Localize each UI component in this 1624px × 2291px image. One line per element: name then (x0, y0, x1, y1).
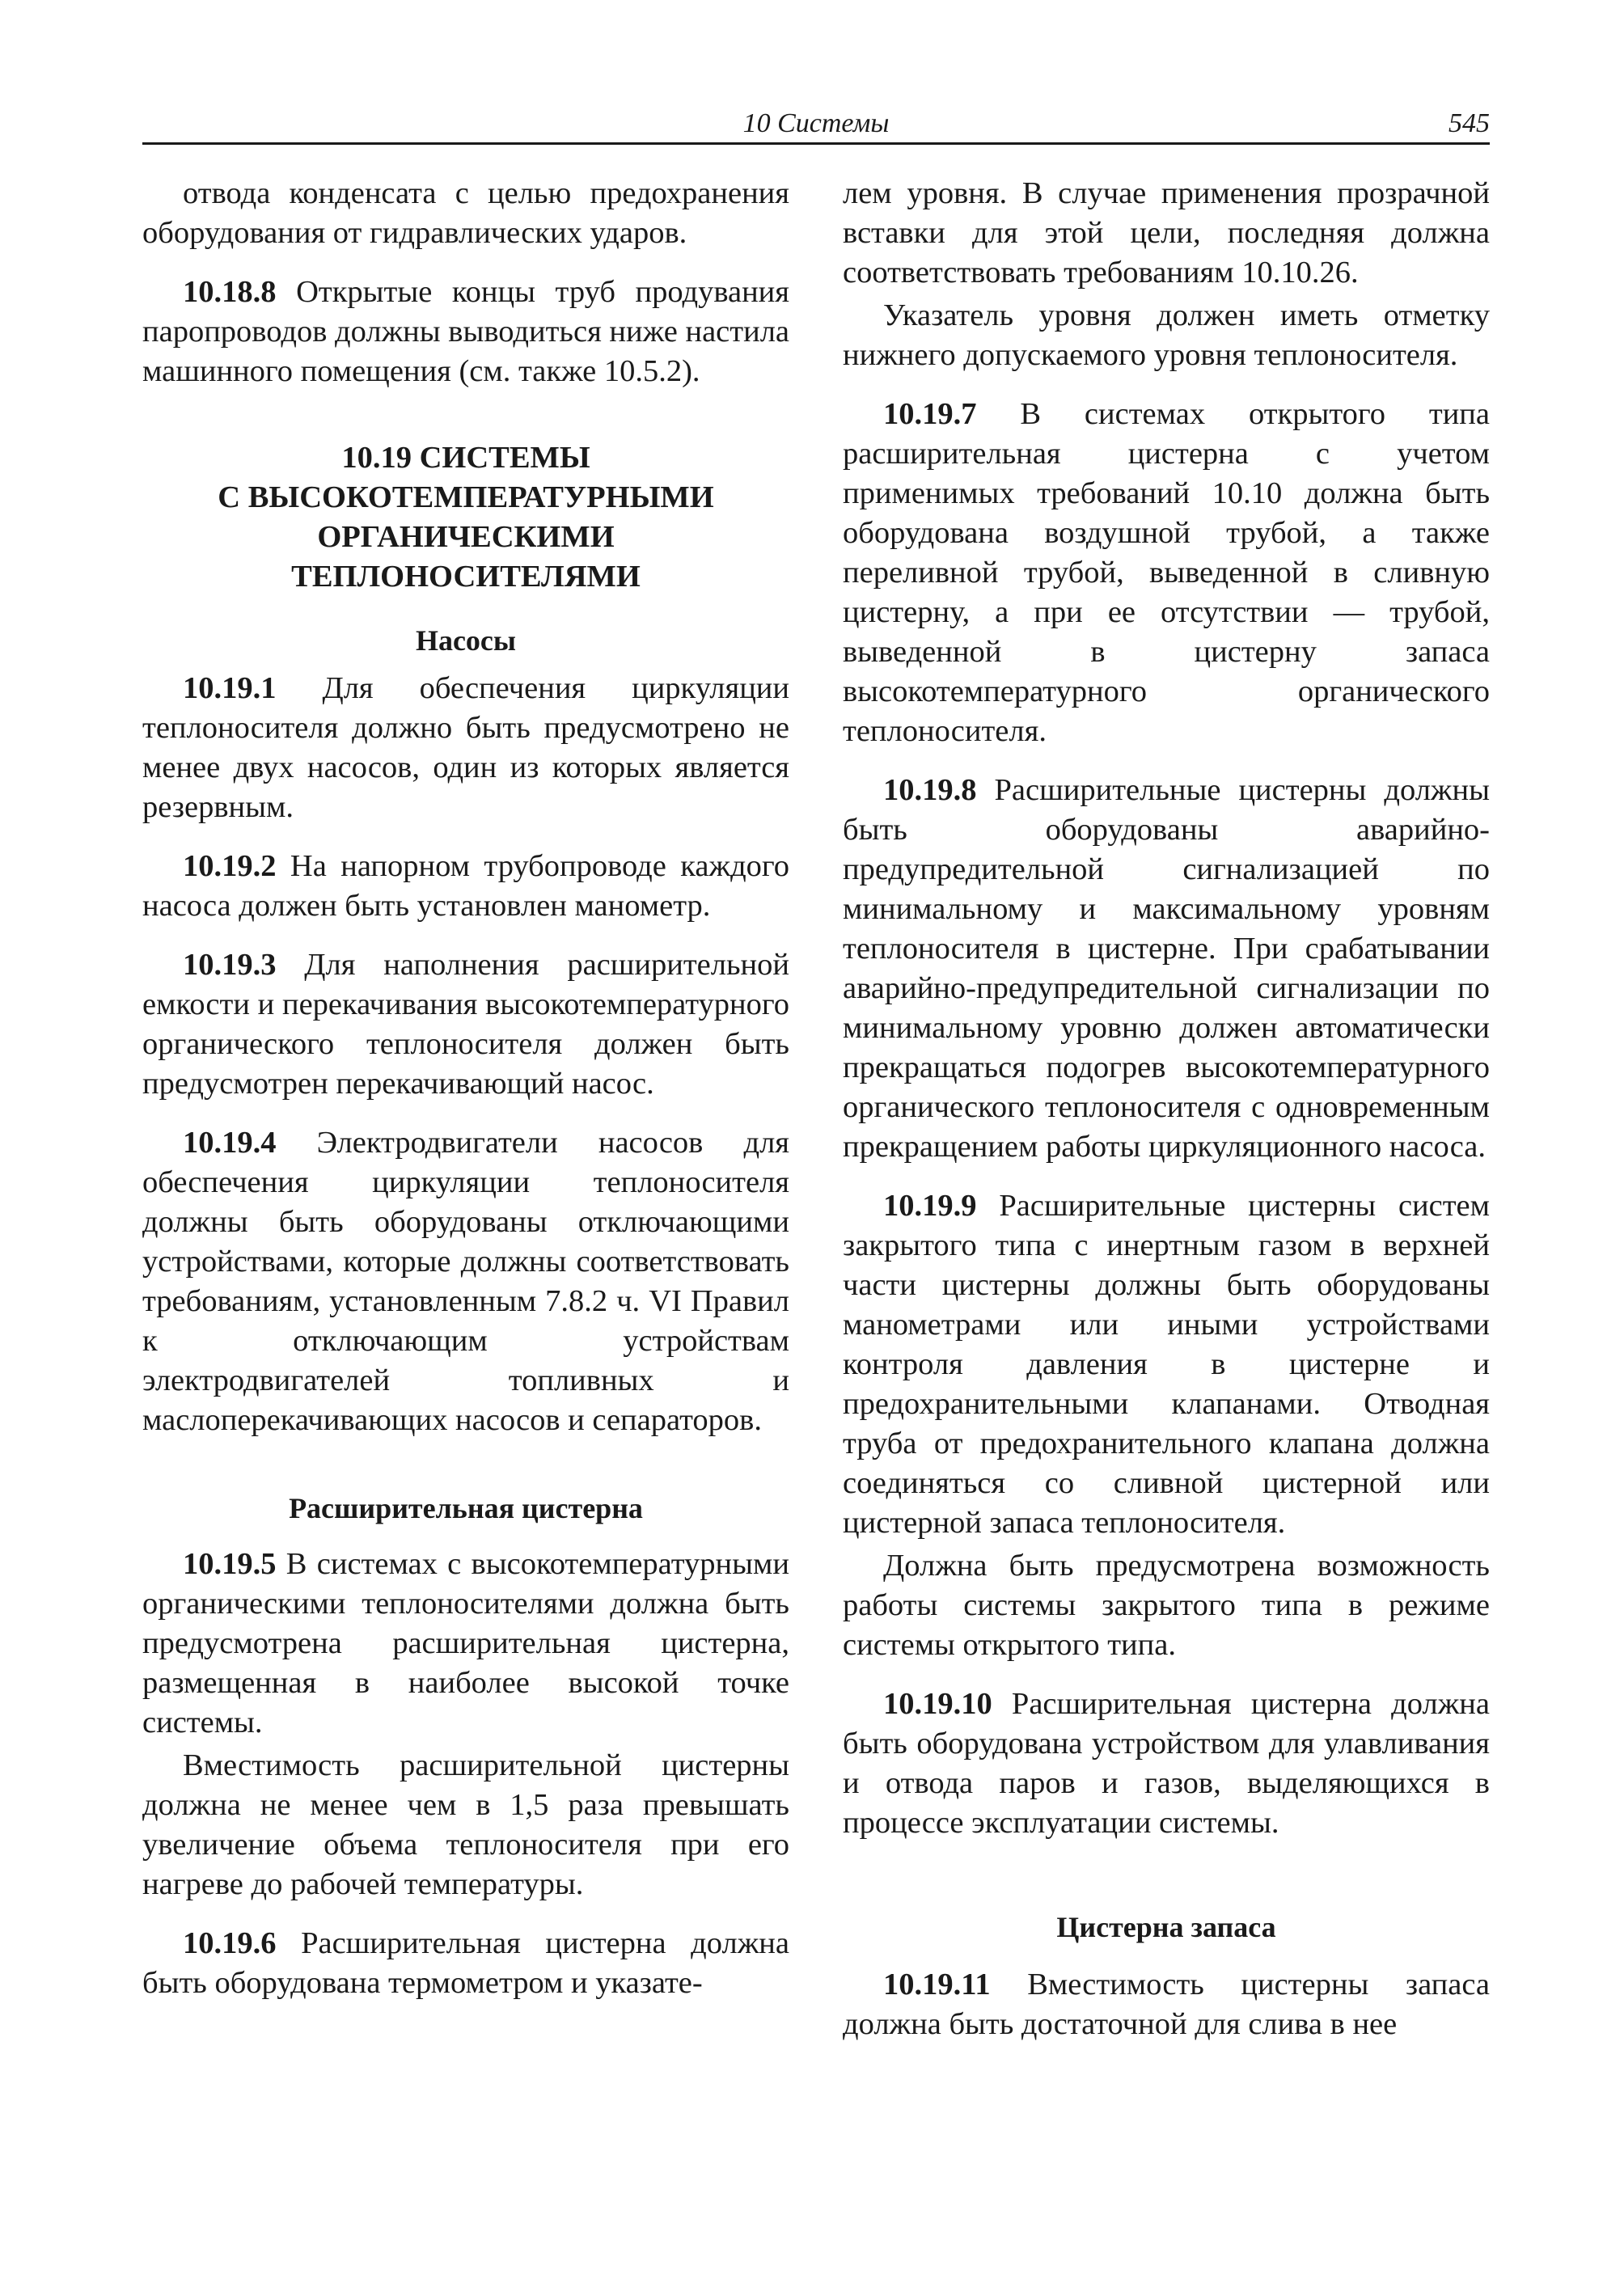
section-title-line: ТЕПЛОНОСИТЕЛЯМИ (291, 560, 641, 594)
clause-text: В системах открытого типа расширительная цистерна с учетом применимых требований 10.10 должна быть оборудована воздушной трубой, а также переливной трубой, выведенной в сливную цистерну, а при ее отсутствии — трубой, выведенной в цистерну запаса высокотемпературного органического теплоносителя. (843, 397, 1490, 748)
page-number: 545 (1448, 108, 1490, 138)
clause-number: 10.19.11 (883, 1968, 991, 2001)
clause-text: На напорном трубопроводе каждого насоса должен быть установлен манометр. (142, 849, 789, 923)
clause-number: 10.19.8 (883, 773, 977, 807)
clause-text: Для наполнения расширительной емкости и перекачивания высокотемпературного органического теплоносителя должен быть предусмотрен перекачивающий насос. (142, 948, 789, 1101)
subheading-reserve-tank: Цистерна запаса (1056, 1911, 1276, 1943)
clause-text: Расширительные цистерны систем закрытого типа с инертным газом в верхней части цистерны должны быть оборудованы манометрами или иными устройствами контроля давления в цистерне и предохранительными клапанами. Отводная труба от предохранительного клапана должна соединяться со сливной цистерной или цистерной запаса теплоносителя. (843, 1189, 1490, 1540)
clause-number: 10.19.9 (883, 1189, 977, 1223)
clause-number: 10.19.5 (183, 1547, 277, 1581)
paragraph: лем уровня. В случае применения прозрачной вставки для этой цели, последняя должна соответствовать требованиям 10.10.26. (843, 176, 1490, 290)
clause-10-19-9 (843, 1186, 1490, 1543)
clause-number: 10.19.6 (183, 1926, 277, 1960)
clause-text: В системах с высокотемпературными органическими теплоносителями должна быть предусмотрена расширительная цистерна, размещенная в наиболее высокой точке системы. (142, 1547, 789, 1739)
clause-10-19-7 (843, 395, 1490, 751)
clause-number: 10.19.7 (883, 397, 977, 431)
section-title-line: 10.19 СИСТЕМЫ (341, 441, 590, 475)
clause-text: Открытые концы труб продувания паропроводов должны выводиться ниже настила машинного помещения (см. также 10.5.2). (142, 275, 789, 388)
clause-number: 10.19.3 (183, 948, 277, 982)
clause-10-19-4 (142, 1123, 789, 1440)
clause-10-19-1 (142, 669, 789, 827)
section-title-line: С ВЫСОКОТЕМПЕРАТУРНЫМИ (218, 480, 714, 514)
clause-number: 10.18.8 (183, 275, 277, 309)
clause-10-18-8 (142, 273, 789, 391)
paragraph: Указатель уровня должен иметь отметку нижнего допускаемого уровня теплоносителя. (843, 298, 1490, 372)
clause-text: Для обеспечения циркуляции теплоносителя должно быть предусмотрено не менее двух насосов, один из которых является резервным. (142, 671, 789, 824)
section-title-line: ОРГАНИЧЕСКИМИ (317, 520, 615, 554)
clause-10-19-8 (843, 771, 1490, 1167)
clause-text: Расширительная цистерна должна быть оборудована устройством для улавливания и отвода паров и газов, выделяющихся в процессе эксплуатации системы. (843, 1687, 1490, 1840)
subheading-expansion-tank: Расширительная цистерна (289, 1492, 643, 1524)
subheading-pumps: Насосы (415, 624, 517, 657)
paragraph: Вместимость расширительной цистерны должна не менее чем в 1,5 раза превышать увеличение объема теплоносителя при его нагреве до рабочей температуры. (142, 1748, 789, 1901)
left-column (142, 174, 789, 2003)
section-title (142, 438, 789, 597)
clause-text: Расширительные цистерны должны быть оборудованы аварийно-предупредительной сигнализацией по минимальному и максимальному уровням теплоносителя в цистерне. При срабатывании аварийно-предупредительной сигнализации по минимальному уровню должен автоматически прекращаться подогрев высокотемпературного органического теплоносителя с одновременным прекращением работы циркуляционного насоса. (843, 773, 1490, 1164)
header-title: 10 Системы (742, 108, 890, 138)
right-column (843, 174, 1490, 2044)
clause-10-19-2 (142, 847, 789, 926)
clause-10-19-5 (142, 1545, 789, 1743)
clause-text: Вместимость цистерны запаса должна быть достаточной для слива в нее (843, 1968, 1490, 2041)
clause-10-19-11 (843, 1965, 1490, 2044)
clause-10-19-3 (142, 945, 789, 1104)
clause-text: Электродвигатели насосов для обеспечения циркуляции теплоносителя должны быть оборудованы отключающими устройствами, которые должны соответствовать требованиям, установленным 7.8.2 ч. VI Правил к отключающим устройствам электродвигателей топливных и маслоперекачивающих насосов и сепараторов. (142, 1126, 789, 1437)
clause-number: 10.19.4 (183, 1126, 277, 1160)
running-header (142, 104, 1490, 145)
clause-10-19-10 (843, 1684, 1490, 1843)
clause-number: 10.19.10 (883, 1687, 992, 1721)
clause-text: Расширительная цистерна должна быть оборудована термометром и указате- (142, 1926, 789, 2000)
clause-number: 10.19.2 (183, 849, 277, 883)
clause-10-19-6 (142, 1924, 789, 2003)
paragraph: отвода конденсата с целью предохранения оборудования от гидравлических ударов. (142, 176, 789, 250)
paragraph: Должна быть предусмотрена возможность работы системы закрытого типа в режиме системы открытого типа. (843, 1549, 1490, 1662)
clause-number: 10.19.1 (183, 671, 277, 705)
